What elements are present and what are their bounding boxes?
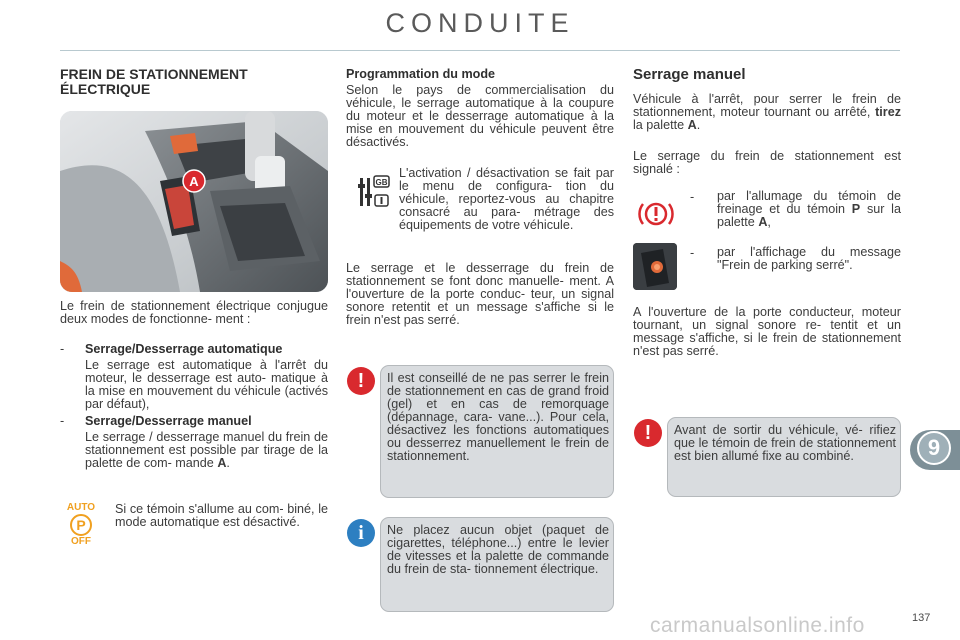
mode2-text (85, 431, 328, 470)
mode2-text-main: Le serrage / desserrage manuel du frein de stationnement est possible par tirage de la palette de com- mande (85, 430, 328, 470)
manual-text-end: . (696, 118, 701, 132)
manual-text-middle: la palette (633, 118, 688, 132)
bullet-dash: - (690, 190, 695, 204)
section-heading (60, 67, 330, 97)
auto-icon-bottom-text: OFF (71, 536, 91, 547)
manual-tightening-text (633, 93, 901, 132)
bullet-dash: - (60, 342, 65, 356)
chapter-number[interactable]: 9 (917, 431, 951, 465)
mode1-text: Le serrage est automatique à l'arrêt du moteur, le desserrage est auto- matique à la mise en mouvement du véhicule (activés par défaut), (85, 358, 328, 411)
manual-text-bold-a: A (687, 118, 697, 132)
bullet-dash: - (60, 414, 65, 428)
activation-text: L'activation / désactivation se fait par le menu de configura- tion du véhicule, reportez-vous au chapitre consacré au para- métrage des équipements de votre véhicule. (399, 166, 614, 232)
manual-tightening-title: Serrage manuel (633, 66, 746, 83)
warning-box-leaving (667, 417, 901, 497)
settings-icon-label: GB (375, 178, 388, 187)
page-number: 137 (912, 612, 931, 624)
title-divider (60, 50, 900, 51)
door-warning-text: A l'ouverture de la porte conducteur, moteur tournant, un signal sonore re- tentit et un message s'affiche, si le frein de stationnement n'est pas serré. (633, 305, 901, 358)
console-illustration (60, 111, 328, 292)
settings-menu-icon (358, 172, 390, 212)
programming-title: Programmation du mode (346, 67, 496, 81)
info-icon: i (347, 519, 375, 547)
intro-text: Le frein de stationnement électrique conjugue deux modes de fonctionne- ment : (60, 299, 328, 326)
warning-leaving-text: Avant de sortir du véhicule, vé- rifiez que le témoin de frein de stationnement est bien allumé fixe au combiné. (674, 423, 896, 463)
warning-cold-text: Il est conseillé de ne pas serrer le frein de stationnement en cas de grand froid (gel) et en cas de remorquage (dépannage, cara- vane...). Pour cela, désactivez les fonctions automatiques ou desserrez manuellement le frein de stationnement. (387, 371, 609, 463)
signal1-text (717, 190, 901, 229)
mode1-title: Serrage/Desserrage automatique (85, 342, 283, 356)
signal1-bold-a: A (758, 215, 768, 229)
warning-icon: ! (347, 367, 375, 395)
section-heading-line1: FREIN DE STATIONNEMENT (60, 66, 248, 82)
warning-icon: ! (634, 419, 662, 447)
parking-brake-paddle-icon (633, 243, 677, 290)
mode2-text-bold: A (217, 456, 227, 470)
page-title: CONDUITE (385, 8, 575, 38)
signal-intro-text: Le serrage du frein de stationnement est signalé : (633, 149, 901, 176)
bullet-dash: - (690, 246, 695, 260)
signal1-main: par l'allumage du témoin de freinage et du témoin (717, 189, 901, 216)
signal1-middle: sur la palette (717, 202, 901, 229)
watermark: carmanualsonline.info (650, 614, 865, 637)
manual-text-main: Véhicule à l'arrêt, pour serrer le frein de stationnement, moteur tournant ou arrêté, (633, 92, 901, 119)
programming-text: Selon le pays de commercialisation du véhicule, le serrage automatique à la coupure du moteur et le desserrage automatique à la mise en mouvement du véhicule peuvent être désactivés. (346, 83, 614, 149)
manual-text-bold-pull: tirez (875, 105, 901, 119)
mode2-text-end: . (226, 456, 230, 470)
signal1-bold-p: P (851, 202, 861, 216)
auto-note-text: Si ce témoin s'allume au com- biné, le mode automatique est désactivé. (115, 502, 328, 529)
info-box-objects (380, 517, 614, 612)
auto-icon-letter: P (70, 514, 92, 536)
parking-brake-photo (60, 111, 328, 292)
signal1-end: , (767, 215, 771, 229)
section-heading-line2: ÉLECTRIQUE (60, 81, 151, 97)
mode2-title: Serrage/Desserrage manuel (85, 414, 252, 428)
auto-p-off-icon (63, 503, 99, 549)
auto-icon-top-text: AUTO (66, 502, 96, 513)
manual-operation-text: Le serrage et le desserrage du frein de stationnement se font donc manuelle- ment. A l'ouverture de la porte conduc- teur, un signal sonore retentit et un message s'affiche si le frein n'est pas serré. (346, 261, 614, 327)
info-objects-text: Ne placez aucun objet (paquet de cigarettes, téléphone...) entre le levier de vitesses et la palette de commande du frein de sta- tionnement électrique. (387, 523, 609, 576)
callout-label-a: A (189, 174, 199, 189)
brake-warning-light-icon (637, 198, 675, 230)
signal2-text: par l'affichage du message "Frein de parking serré". (717, 245, 901, 272)
warning-box-cold (380, 365, 614, 498)
